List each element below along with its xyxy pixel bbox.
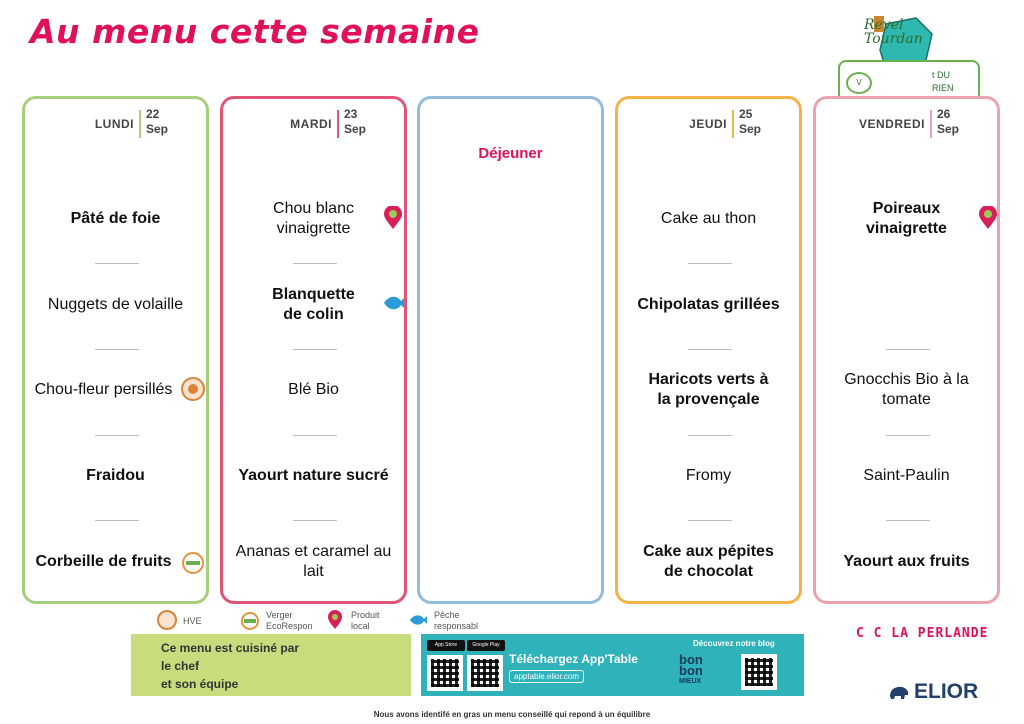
menu-item: Chou blanc vinaigrette [273,200,354,237]
dejeuner-card [417,96,604,604]
badge-right-text-1: t DU [932,70,950,80]
item-separator [886,520,930,521]
item-separator [95,435,139,436]
legend-label: HVE [183,616,202,626]
blog-logo-text: MIEUX [679,678,702,685]
day-card-mardi [220,96,407,604]
day-name: JEUDI [689,117,727,131]
footer-note: Nous avons identifé en gras un menu conseillé qui repond à un équilibre [373,710,651,719]
day-header [25,107,206,137]
app-title: Téléchargez App'Table [509,652,638,666]
hve-icon [181,377,205,401]
item-separator [688,263,732,264]
menu-item: Pâté de foie [70,210,161,227]
menu-item: Corbeille de fruits [35,553,172,570]
day-number: 22 [146,107,160,121]
qr-code-icon [741,654,777,690]
menu-item [816,275,997,335]
qr-code-icon [427,655,463,691]
item-separator [886,435,930,436]
produit-local-icon [325,610,345,630]
day-divider [930,110,932,138]
day-month: Sep [739,122,762,136]
menu-item: Blé Bio [288,381,339,398]
item-separator [293,349,337,350]
menu-item: Ananas et caramel au lait [235,543,392,580]
day-month: Sep [146,122,169,136]
menu-item: Yaourt nature sucré [238,467,389,484]
menu-item: Fraidou [86,467,145,484]
item-separator [293,435,337,436]
badge-left-text: V [846,72,872,94]
day-month: Sep [937,122,960,136]
day-name: VENDREDI [858,117,925,131]
day-divider [732,110,734,138]
day-month: Sep [344,122,367,136]
menu-item: Yaourt aux fruits [843,553,970,570]
day-divider [337,110,339,138]
blog-logo [679,654,703,687]
app-url[interactable]: apptable.elior.com [509,670,584,683]
produit-local-icon [381,206,405,230]
item-separator [293,263,337,264]
menu-item: Cake au thon [660,210,757,227]
item-separator [95,349,139,350]
restaurant-name: C C LA PERLANDE [856,626,989,641]
app-store-badge[interactable]: App Store [427,640,465,651]
item-separator [95,263,139,264]
menu-item: Fromy [685,467,732,484]
day-card-jeudi [615,96,802,604]
day-divider [139,110,141,138]
item-separator [688,349,732,350]
brand-name: ELIOR [914,680,979,703]
bison-icon [888,684,910,700]
legend-label: Produit [351,610,380,620]
blog-title: Découvrez notre blog [693,639,775,648]
day-header [618,107,799,137]
item-separator [688,520,732,521]
menu-item: Blanquette de colin [272,286,355,323]
item-separator [293,520,337,521]
menu-item: Nuggets de volaille [47,296,184,313]
day-header [223,107,404,137]
menu-item: Saint-Paulin [863,467,950,484]
school-logo [838,10,978,100]
elior-logo [888,680,978,704]
badge-right-text-2: RIEN [932,83,954,93]
verger-ecoresponsable-icon [181,550,205,574]
chef-line: et son équipe [161,677,239,691]
blog-logo-text: bon [679,652,703,667]
item-separator [688,435,732,436]
menu-item: Chipolatas grillées [637,296,780,313]
peche-responsable-icon [408,610,428,630]
day-number: 23 [344,107,358,121]
legend-label: EcoRespon [266,621,313,631]
page-title: Au menu cette semaine [30,12,480,51]
legend-label: Pêche [434,610,460,620]
menu-item: Haricots verts à la provençale [648,371,769,408]
day-name: LUNDI [94,117,134,131]
day-name: MARDI [290,117,332,131]
legend-label: Verger [266,610,293,620]
day-number: 25 [739,107,753,121]
legend-label: responsabl [434,621,479,631]
google-play-badge[interactable]: Google Play [467,640,505,651]
peche-responsable-icon [381,291,405,315]
hve-icon [157,610,177,630]
qr-code-icon [467,655,503,691]
legend-label: local [351,621,370,631]
menu-item: Poireaux vinaigrette [866,200,947,237]
meal-label: Déjeuner [478,145,543,162]
day-number: 26 [937,107,951,121]
day-header [816,107,997,137]
menu-item: Gnocchis Bio à la tomate [844,371,969,408]
chef-note [131,634,411,696]
app-banner [421,634,804,696]
produit-local-icon [976,206,1000,230]
day-card-lundi [22,96,209,604]
logo-name: Revel Tourdan [864,17,923,47]
chef-line: Ce menu est cuisiné par [161,641,300,655]
blog-logo-text: bon [679,663,703,678]
menu-item: Cake aux pépites de chocolat [643,543,774,580]
day-card-vendredi [813,96,1000,604]
chef-line: le chef [161,659,200,673]
item-separator [886,349,930,350]
item-separator [95,520,139,521]
menu-item: Chou-fleur persillés [34,381,173,398]
verger-ecoresponsable-icon [240,610,260,630]
